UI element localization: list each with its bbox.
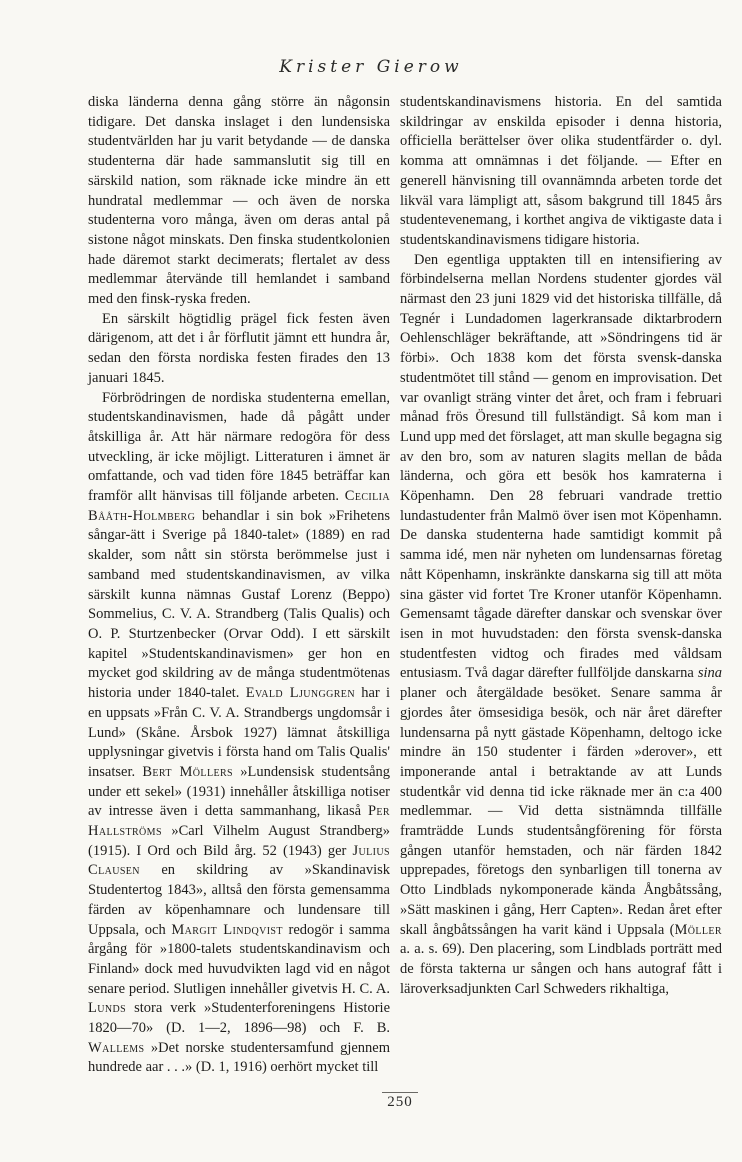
cited-author: Bert Möllers [142,763,233,780]
cited-author: Möller [674,921,722,938]
running-header-author: Krister Gierow [279,57,463,77]
cited-author: Per Hallströms [88,803,390,840]
text-run: Den egentliga upptakten till en intensifiering av förbindelserna mellan Nordens studenter gjordes väl närmast den 23 juni 1829 vid det historiska tillfälle, då Tegnér i Lundadomen lagerkransade diktarbrodern Oehlenschläger bekräftande, att »Söndringens tid är förbi». Och 1838 kom det första svensk-danska studentmötet till stånd — genom en improvisation. Det var ovanligt sträng vinter det året, och fram i februari månad frös Öresund till fullständigt. Så kom man i Lund upp med det förslaget, att man skulle begagna sig av den bro, som av naturen slagits mellan de båda länderna, och göra ett besök hos kamraterna i Köpenhamn. Den 28 februari vandrade trettio lundastudenter från Malmö över isen mot Köpenhamn. De danska studenterna hade samtidigt kommit på samma idé, men när nyheten om lundensarnas företag nått Köpenhamn, inskränkte danskarna sig till att möta sina gäster vid fortet Tre Kroner utanför Köpenhamn. Gemensamt tågade därefter danskar och svenskar över isen in mot huvudstaden: den första svensk-danska studentfesten vidtog och firades med våldsam entusiasm. Två dagar därefter fullföljde danskarna [400,251,722,682]
text-run: »Lundensisk studentsång under ett sekel» (1931) innehåller åtskilliga notiser av intresse även i detta sammanhang, likaså [88,763,391,820]
text-run: redogör i samma årgång för »1800-talets studentskandinavism och Finland» dock med huvudvikten lagd vid en något senare period. Slutligen innehåller givetvis H. C. A. [88,921,390,997]
right-text-column [400,93,722,999]
paragraph: En särskilt högtidlig prägel fick festen även därigenom, att det i år förflutit jämnt ett hundra år, sedan den första nordiska festen firades den 13 januari 1845. [88,310,390,386]
text-run: planer och återgäldade besöket. Senare samma år gjordes åter ömsesidiga besök, och när året därefter lundensarna på nytt gästade Köpenhamn, deltogo icke mindre än 150 studenter i färden »derover», ett imponerande antal i betraktande av att Lunds studentkår vid denna tid icke räknade mer än c:a 400 medlemmar. — Vid detta sistnämnda tillfälle framträdde Lunds studentsångförening för första gången utanför hemstaden, och när färden 1842 upprepades, företogs den synbarligen till tonerna av Otto Lindblads nykomponerade kända Ångbåtssång, »Sätt maskinen i gång, Herr Capten». Redan året efter skall ångbåtssången ha varit känd i Uppsala ( [400,685,722,938]
paragraph: studentskandinavismens historia. En del samtida skildringar av enskilda episoder i denna historia, officiella berättelser över olika studentfärder o. dyl. komma att omnämnas i det följande. — Efter en generell hänvisning till ovannämnda arbeten torde det likväl vara lämpligt att, såsom bakgrund till 1845 års studentevenemang, i korthet angiva de viktigaste data i studentskandinavismens tidigare historia. [400,94,722,248]
cited-author: Margit Lindqvist [171,921,283,938]
cited-author: Lunds [88,1000,127,1017]
text-run: en skildring av »Skandinavisk Studentertog 1843», alltså den första gemensamma färden av köpenhamnare och lundensare till Uppsala, och [88,862,390,938]
cited-author: Wallems [88,1039,145,1056]
text-run: behandlar i sin bok »Frihetens sångar-ätt i Sverige på 1840-talet» (1889) en rad skalder, som nått sin största berömmelse just i samband med studentskandinavismen, av vilka särskilt kunna nämnas Gustaf Lorenz (Beppo) Sommelius, C. V. A. Strandberg (Talis Qualis) och O. P. Sturtzenbecker (Orvar Odd). I ett särskilt kapitel »Studentskandinavismen» ger hon en mycket god skildring av de många studentmötenas historia under 1840-talet. [88,507,390,702]
paragraph [400,251,722,1000]
page-number-rule [382,1092,418,1093]
text-run: Förbrödringen de nordiska studenterna emellan, studentskandinavismen, hade då pågått under åtskilliga år. Att här närmare redogöra för dess utveckling, är icke möjligt. Litteraturen i ämnet är omfattande, och vad tiden före 1845 beträffar kan framför allt hänvisas till följande arbeten. [88,389,390,505]
page-number: 250 [387,1094,413,1110]
cited-author: Evald Ljunggren [245,685,355,702]
text-run: har i en uppsats »Från C. V. A. Strandbergs ungdomsår i Lund» (Skåne. Årsbok 1927) lämnat åtskilliga upplysningar givetvis i första hand om Talis Qualis' insatser. [88,685,391,780]
paragraph: diska länderna denna gång större än någonsin tidigare. Det danska inslaget i den lundensiska studentvärlden har ju varit betydande — de danska studenterna där hade sammanslutit sig till en särskild nation, som räknade icke mindre än ett hundratal medlemmar — och även de norska studenterna voro många, även om deras antal på sistone något minskats. Den finska studentkolonien hade däremot starkt decimerats; flertalet av dess medlemmar återvände till hemlandet i samband med den finsk-ryska freden. [88,94,390,308]
emphasis: sina [697,665,722,682]
text-run: stora verk »Studenterforeningens Historie 1820—70» (D. 1—2, 1896—98) och F. B. [88,1000,390,1037]
cited-author: Cecilia Bååth-Holmberg [88,488,390,524]
text-run: a. a. s. 69). Den placering, som Lindblads porträtt med de första takterna ur sången och hans autograf fått i läroverksadjunkten Carl Schweders rikhaltiga, [400,941,722,997]
text-run: »Det norske studentersamfund gjennem hundrede aar . . .» (D. 1, 1916) oerhört mycket till [88,1039,390,1076]
left-text-column [88,93,390,1078]
paragraph [88,389,390,1079]
text-run: »Carl Vilhelm August Strandberg» (1915). I Ord och Bild årg. 52 (1943) ger [88,823,390,859]
cited-author: Julius Clausen [88,842,390,879]
